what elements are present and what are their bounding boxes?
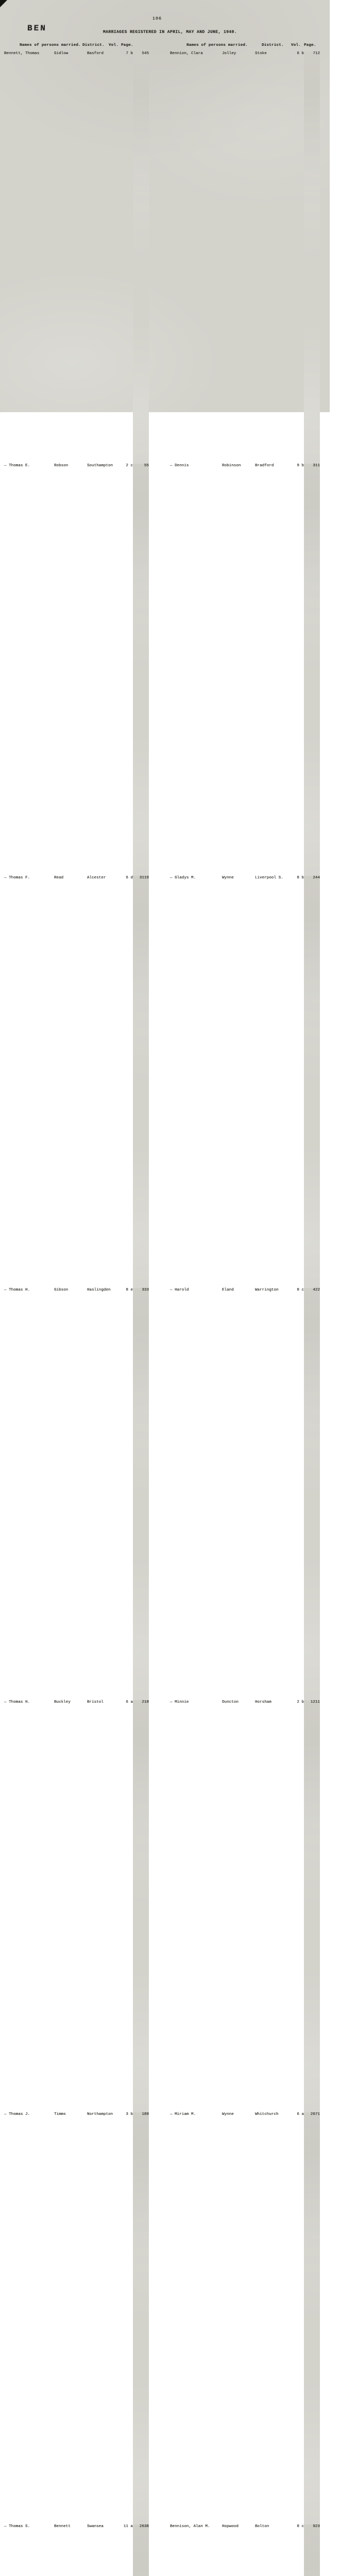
person-name: Bennison, Alan M. — [170, 2524, 210, 2529]
volume-ref: 2 b — [297, 1700, 304, 1704]
scan-corner-artifact — [0, 0, 10, 8]
header-names: Names of persons married. — [186, 43, 248, 47]
spouse-surname: Gidlow — [54, 52, 69, 56]
header-names: Names of persons married. — [20, 43, 81, 47]
register-entry-row — [4, 2524, 149, 2576]
header-page: Page. — [121, 43, 133, 47]
registration-district: Horsham — [255, 1700, 271, 1704]
page-title: MARRIAGES REGISTERED IN APRIL, MAY AND JUNE, 1940. — [103, 30, 237, 35]
volume-ref: 11 a — [123, 2524, 133, 2529]
page-ref: 923 — [304, 2524, 320, 2576]
registration-district: Whitchurch — [255, 2112, 279, 2116]
entries-column-right — [170, 52, 320, 2576]
registration-district: Basford — [87, 52, 104, 56]
page-number: 106 — [152, 16, 162, 21]
person-name: — Minnie — [170, 1700, 189, 1704]
person-name: — Thomas J. — [4, 2112, 30, 2116]
volume-ref: 6 d — [126, 876, 133, 880]
spouse-surname: Gibson — [54, 1288, 69, 1292]
person-name: — Thomas F. — [4, 876, 30, 880]
register-entry-row — [4, 2112, 149, 2524]
page-ref: 189 — [133, 2112, 149, 2524]
page-ref: 244 — [304, 876, 320, 1288]
spouse-surname: Wynne — [222, 2112, 234, 2116]
volume-ref: 2 c — [126, 464, 133, 468]
person-name: — Harold — [170, 1288, 189, 1292]
page-ref: 1211 — [304, 1700, 320, 2112]
volume-ref: 7 b — [126, 52, 133, 56]
volume-ref: 6 b — [297, 52, 304, 56]
register-entry-row — [170, 2112, 320, 2524]
registration-district: Bolton — [255, 2524, 269, 2529]
volume-ref: 8 c — [297, 1288, 304, 1292]
register-entry-row — [170, 876, 320, 1288]
register-entry-row — [4, 1288, 149, 1700]
person-name: — Thomas H. — [4, 1700, 30, 1704]
volume-ref: 8 e — [126, 1288, 133, 1292]
register-entry-row — [4, 52, 149, 464]
volume-ref: 3 b — [126, 2112, 133, 2116]
registration-district: Haslingden — [87, 1288, 111, 1292]
spouse-surname: Jolley — [222, 52, 236, 56]
page-ref: 2671 — [304, 2112, 320, 2524]
volume-ref: 6 a — [297, 2112, 304, 2116]
page-ref: 3119 — [133, 876, 149, 1288]
header-vol: Vol. — [109, 43, 119, 47]
registration-district: Northampton — [87, 2112, 113, 2116]
page-ref: 2638 — [133, 2524, 149, 2576]
header-vol: Vol. — [291, 43, 301, 47]
register-entry-row — [170, 1700, 320, 2112]
registration-district: Warrington — [255, 1288, 279, 1292]
registration-district: Alcester — [87, 876, 106, 880]
volume-ref: 6 a — [126, 1700, 133, 1704]
header-district: District. — [82, 43, 105, 47]
spouse-surname: Bennett — [54, 2524, 71, 2529]
person-name: Bennett, Thomas — [4, 52, 40, 56]
volume-ref: 8 b — [297, 876, 304, 880]
registration-district: Swansea — [87, 2524, 104, 2529]
registration-district: Bristol — [87, 1700, 104, 1704]
register-entry-row — [4, 1700, 149, 2112]
registration-district: Bradford — [255, 464, 274, 468]
spouse-surname: Read — [54, 876, 64, 880]
page-ref: 55 — [133, 464, 149, 876]
person-name: Bennion, Clara — [170, 52, 203, 56]
page-ref: 422 — [304, 1288, 320, 1700]
person-name: — Thomas E. — [4, 464, 30, 468]
person-name: — Miriam M. — [170, 2112, 196, 2116]
spouse-surname: Hopwood — [222, 2524, 239, 2529]
spouse-surname: Buckley — [54, 1700, 71, 1704]
spouse-surname: Robson — [54, 464, 69, 468]
header-district: District. — [262, 43, 284, 47]
page-ref: 218 — [133, 1700, 149, 2112]
page-ref: 545 — [133, 52, 149, 464]
registration-district: Liverpool S. — [255, 876, 283, 880]
spouse-surname: Wynne — [222, 876, 234, 880]
person-name: — Dennis — [170, 464, 189, 468]
person-name: — Gladys M. — [170, 876, 196, 880]
surname-section-label: BEN — [27, 24, 47, 33]
person-name: — Thomas H. — [4, 1288, 30, 1292]
entries-column-left — [4, 52, 149, 2576]
registration-district: Stoke — [255, 52, 267, 56]
register-entry-row — [170, 52, 320, 464]
register-entry-row — [170, 2524, 320, 2576]
person-name: — Thomas S. — [4, 2524, 30, 2529]
registration-district: Southampton — [87, 464, 113, 468]
spouse-surname: Eland — [222, 1288, 234, 1292]
register-entry-row — [170, 464, 320, 876]
register-entry-row — [4, 464, 149, 876]
page-ref: 333 — [133, 1288, 149, 1700]
page-ref: 712 — [304, 52, 320, 464]
page-ref: 311 — [304, 464, 320, 876]
register-entry-row — [170, 1288, 320, 1700]
spouse-surname: Duncton — [222, 1700, 239, 1704]
volume-ref: 9 b — [297, 464, 304, 468]
spouse-surname: Robinson — [222, 464, 241, 468]
register-entry-row — [4, 876, 149, 1288]
volume-ref: 8 c — [297, 2524, 304, 2529]
header-page: Page. — [304, 43, 316, 47]
spouse-surname: Timms — [54, 2112, 66, 2116]
